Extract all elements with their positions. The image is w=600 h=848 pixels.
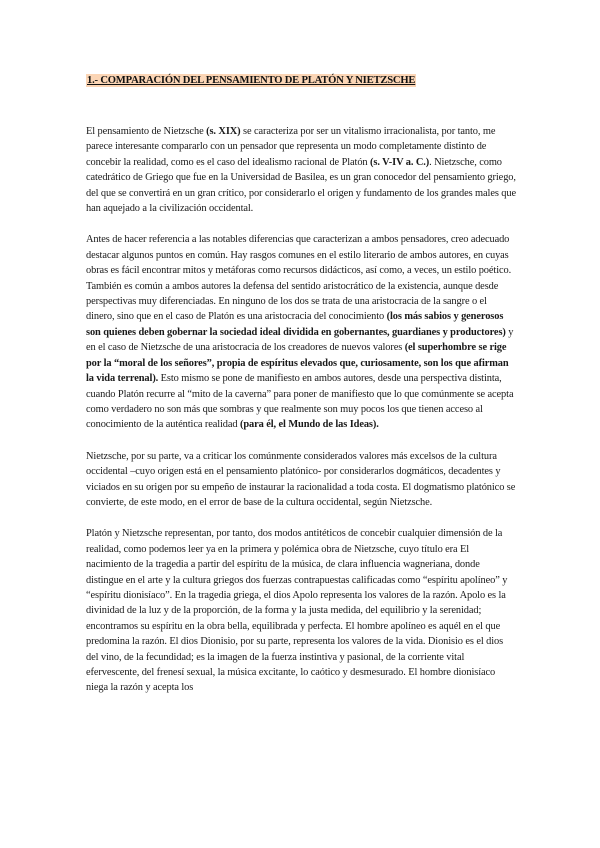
bold-text-run: (s. V-IV a. C.) [370,156,430,168]
paragraph [86,449,516,511]
text-run: . Nietzsche, como catedrático de Griego que fue en la Universidad de Basilea, es un gran conocedor del pensamiento griego, del que se convertirá en un gran crítico, por considerarlo el origen y fundamento de los grandes males que han aquejado a la civilización occidental. [86,156,516,215]
text-run: Esto mismo se pone de manifiesto en ambos autores, desde una perspectiva distinta, cuando Platón recurre al “mito de la caverna” para poner de manifiesto que lo que comúnmente se acepta como verdadero no son más que sombras y que realmente son muy pocos los que tienen acceso al conocimiento de la auténtica realidad [86,373,514,431]
bold-text-run: (s. XIX) [206,126,241,137]
paragraph [86,124,516,216]
text-run: se caracteriza por ser un vitalismo irracionalista, por tanto, me parece interesante compararlo con un pensador que representa un modo completamente distinto de concebir la realidad, como es el caso del idealismo racional de Platón [86,126,496,168]
bold-text-run: (para él, el Mundo de las Ideas). [240,419,379,431]
paragraph [86,232,516,432]
text-run: y en el caso de Nietzsche de una aristocracia de los creadores de nuevos valores [86,326,514,354]
text-run: Platón y Nietzsche representan, por tanto, dos modos antitéticos de concebir cualquier dimensión de la realidad, como podemos leer ya en la primera y polémica obra de Nietzsche, cuyo título era El nacimiento de la tragedia a partir del espíritu de la música, de clara influencia wagneriana, donde distingue en el arte y la cultura griegos dos fuerzas contrapuestas calificadas como “espíritu apolíneo” y “espíritu dionisíaco”. En la tragedia griega, el dios Apolo representa los valores de la razón. Apolo es la divinidad de la luz y de la proporción, de la forma y la justa medida, del equilibrio y la serenidad; encontramos su espíritu en la obra bella, equilibrada y perfecta. El hombre apolíneo es aquél en el que predomina la razón. El dios Dionisio, por su parte, representa los valores de la vida. Dionisio es el dios del vino, de la fecundidad; es la imagen de la fuerza instintiva y pasional, de la corriente vital efervescente, del frenesí sexual, la música excitante, lo caótico y desmesurado. El hombre dionisíaco niega la razón y acepta los [86,528,508,694]
text-run: El pensamiento de Nietzsche [86,126,207,137]
section-title: 1.- COMPARACIÓN DEL PENSAMIENTO DE PLATÓN Y NIETZSCHE [87,75,416,86]
bold-text-run: (el superhombre se rige por la “moral de los señores”, propia de espíritus elevados que, curiosamente, son los que afirman la vida terrenal). [86,342,509,385]
paragraph [86,526,516,695]
text-run: Nietzsche, por su parte, va a criticar los comúnmente considerados valores más excelsos de la cultura occidental –cuyo origen está en el pensamiento platónico- por considerarlos dogmáticos, decadentes y viciados en su origen por su empeño de instaurar la racionalidad a toda costa. El dogmatismo platónico se convierte, de este modo, en el error de base de la cultura occidental, según Nietzsche. [86,450,516,508]
text-run: Antes de hacer referencia a las notables diferencias que caracterizan a ambos pensadores, creo adecuado destacar algunos puntos en común. Hay rasgos comunes en el estilo literario de ambos autores, en cuyas obras es fácil encontrar mitos y metáforas como recursos didácticos, así como, a veces, un estilo poético. También es común a ambos autores la defensa del sentido aristocrático de la existencia, aunque desde perspectivas muy diferenciadas. En ninguno de los dos se trata de una aristocracia de la sangre o el dinero, sino que en el caso de Platón es una aristocracia del conocimiento [86,234,512,323]
bold-text-run: (los más sabios y generosos son quienes deben gobernar la sociedad ideal dividida en gobernantes, guardianes y productores) [86,311,506,338]
document-body [86,124,516,712]
section-title-wrapper [86,70,416,88]
